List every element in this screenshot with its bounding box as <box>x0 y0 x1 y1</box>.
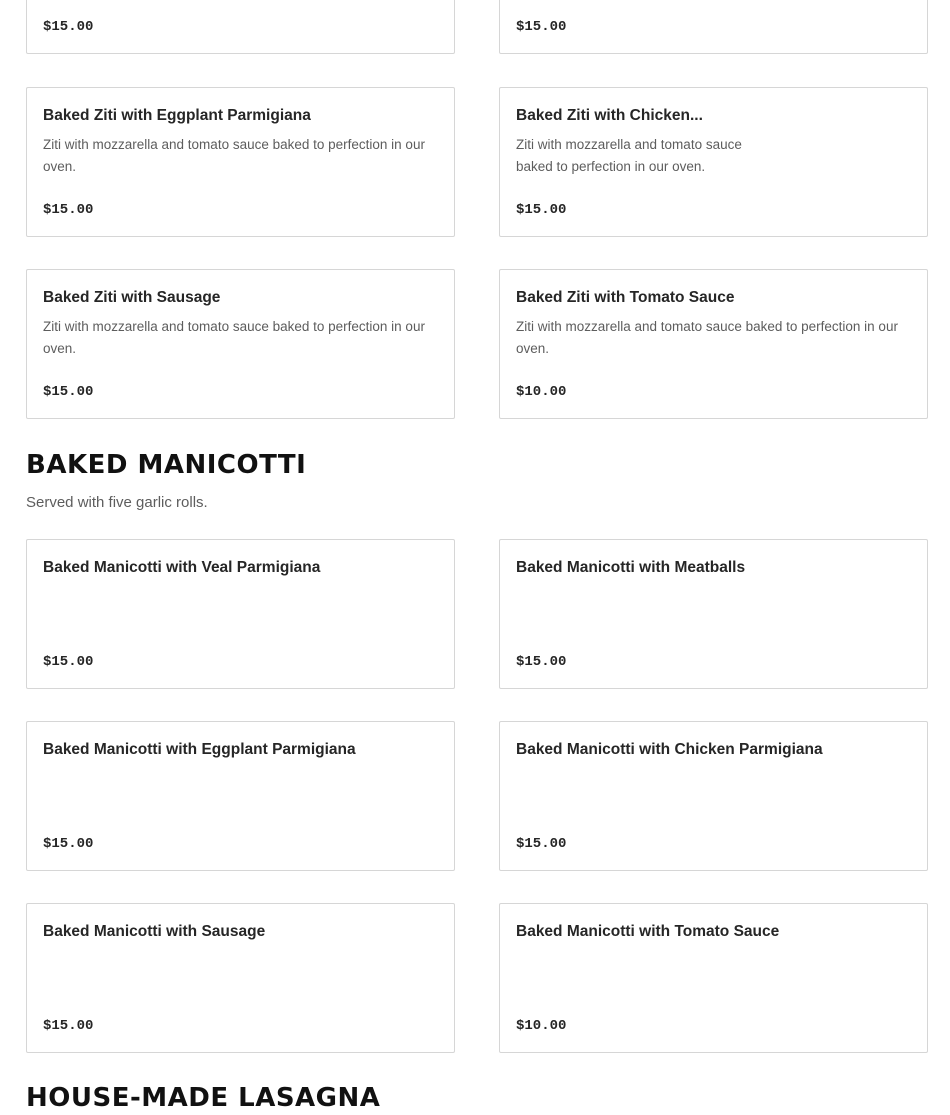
menu-item-price: $15.00 <box>516 654 567 670</box>
menu-item-card[interactable] <box>26 0 455 54</box>
menu-item-card[interactable] <box>26 269 455 419</box>
menu-item-card[interactable] <box>499 721 928 871</box>
menu-item-card[interactable] <box>26 87 455 237</box>
menu-item-description: Ziti with mozzarella and tomato sauce baked to perfection in our oven. <box>43 137 425 174</box>
menu-item-price: $15.00 <box>43 836 94 852</box>
menu-item-price: $10.00 <box>516 1018 567 1034</box>
menu-item-name: Baked Ziti with Sausage <box>43 289 221 306</box>
menu-item-card[interactable] <box>499 87 928 237</box>
menu-item-card[interactable] <box>499 903 928 1053</box>
menu-item-price: $15.00 <box>516 19 567 35</box>
menu-item-card[interactable] <box>26 903 455 1053</box>
menu-item-name: Baked Ziti with Eggplant Parmigiana <box>43 107 311 124</box>
menu-item-name: Baked Manicotti with Veal Parmigiana <box>43 559 321 576</box>
menu-item-name: Baked Manicotti with Tomato Sauce <box>516 923 780 940</box>
section-title-house-made-lasagna: HOUSE-MADE LASAGNA <box>26 1083 381 1113</box>
menu-item-price: $15.00 <box>43 384 94 400</box>
menu-item-price: $10.00 <box>516 384 567 400</box>
menu-item-name: Baked Manicotti with Meatballs <box>516 559 746 576</box>
menu-item-price: $15.00 <box>43 202 94 218</box>
menu-item-price: $15.00 <box>43 1018 94 1034</box>
section-description: Served with five garlic rolls. <box>26 494 208 511</box>
menu-item-description: Ziti with mozzarella and tomato sauce baked to perfection in our oven. <box>43 319 425 356</box>
menu-item-price: $15.00 <box>43 654 94 670</box>
section-title-baked-manicotti: BAKED MANICOTTI <box>26 450 307 480</box>
menu-item-name: Baked Ziti with Tomato Sauce <box>516 289 735 306</box>
menu-item-name: Baked Manicotti with Chicken Parmigiana <box>516 741 823 758</box>
menu-item-card[interactable] <box>499 539 928 689</box>
menu-item-name: Baked Manicotti with Eggplant Parmigiana <box>43 741 356 758</box>
menu-item-card[interactable] <box>499 0 928 54</box>
menu-item-card[interactable] <box>26 539 455 689</box>
menu-item-description: Ziti with mozzarella and tomato sauce baked to perfection in our oven. <box>516 137 742 174</box>
menu-item-price: $15.00 <box>43 19 94 35</box>
menu-item-card[interactable] <box>499 269 928 419</box>
menu-item-card[interactable] <box>26 721 455 871</box>
menu-item-name: Baked Ziti with Chicken... <box>516 107 703 124</box>
menu-item-name: Baked Manicotti with Sausage <box>43 923 266 940</box>
menu-item-description: Ziti with mozzarella and tomato sauce baked to perfection in our oven. <box>516 319 898 356</box>
menu-item-price: $15.00 <box>516 836 567 852</box>
menu-item-price: $15.00 <box>516 202 567 218</box>
